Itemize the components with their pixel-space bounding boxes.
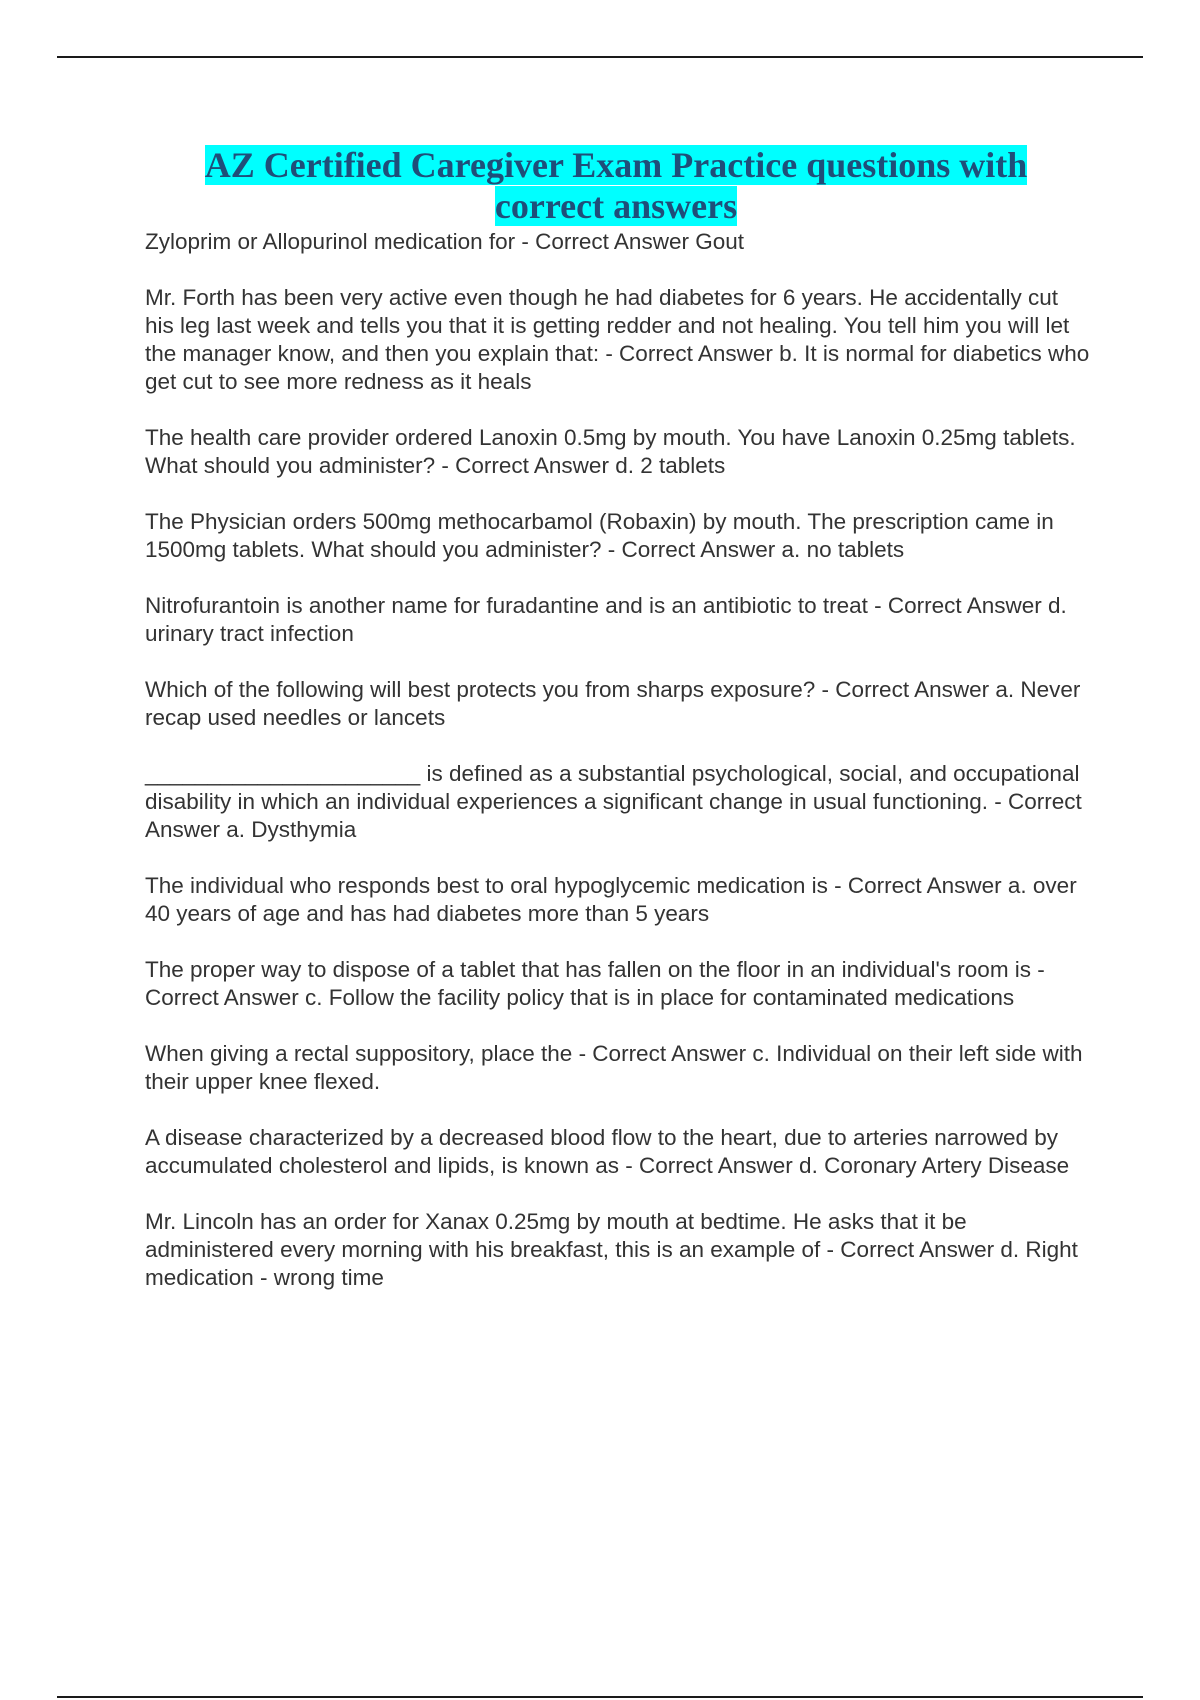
bottom-divider [57,1696,1143,1698]
document-title [145,145,1087,227]
qa-item: The individual who responds best to oral hypoglycemic medication is - Correct Answer a. over 40 years of age and has had diabetes more than 5 years [145,873,1077,926]
qa-item: The health care provider ordered Lanoxin 0.5mg by mouth. You have Lanoxin 0.25mg tablets. What should you administer? - Correct Answer d. 2 tablets [145,425,1076,478]
qa-item: Nitrofurantoin is another name for furadantine and is an antibiotic to treat - Correct Answer d. urinary tract infection [145,593,1067,646]
qa-item: Which of the following will best protects you from sharps exposure? - Correct Answer a. Never recap used needles or lancets [145,677,1081,730]
qa-item: ______________________ is defined as a substantial psychological, social, and occupational disability in which an individual experiences a significant change in usual functioning. - Correct Answer a. Dysthymia [145,761,1082,842]
title-line-1: AZ Certified Caregiver Exam Practice questions with [204,145,1028,185]
qa-item: When giving a rectal suppository, place the - Correct Answer c. Individual on their left side with their upper knee flexed. [145,1041,1083,1094]
question-answer-list [145,228,1090,1320]
qa-item: A disease characterized by a decreased blood flow to the heart, due to arteries narrowed by accumulated cholesterol and lipids, is known as - Correct Answer d. Coronary Artery Disease [145,1125,1070,1178]
qa-item: Mr. Lincoln has an order for Xanax 0.25mg by mouth at bedtime. He asks that it be administered every morning with his breakfast, this is an example of - Correct Answer d. Right medication - wrong time [145,1209,1078,1290]
top-divider [57,56,1143,58]
title-line-2: correct answers [494,186,738,226]
qa-item: Zyloprim or Allopurinol medication for - Correct Answer Gout [145,229,744,254]
qa-item: The proper way to dispose of a tablet that has fallen on the floor in an individual's room is - Correct Answer c. Follow the facility policy that is in place for contaminated medications [145,957,1045,1010]
qa-item: The Physician orders 500mg methocarbamol (Robaxin) by mouth. The prescription came in 1500mg tablets. What should you administer? - Correct Answer a. no tablets [145,509,1054,562]
qa-item: Mr. Forth has been very active even though he had diabetes for 6 years. He accidentally cut his leg last week and tells you that it is getting redder and not healing. You tell him you will let the manager know, and then you explain that: - Correct Answer b. It is normal for diabetics who get cut to see more redness as it heals [145,285,1090,394]
